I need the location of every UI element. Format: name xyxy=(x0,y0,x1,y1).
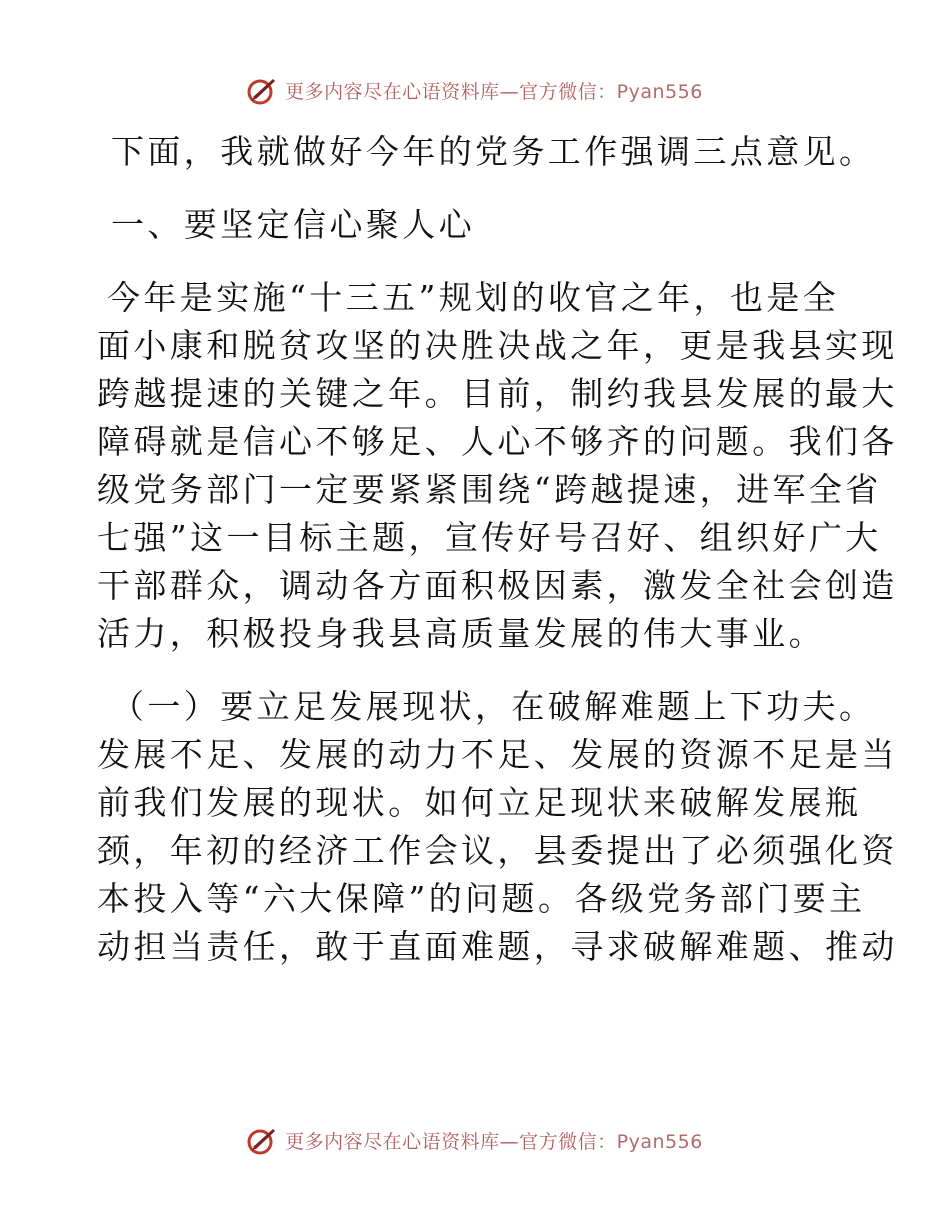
paragraph-line: 面小康和脱贫攻坚的决胜决战之年，更是我县实现 xyxy=(97,326,898,365)
paragraph-line: 跨越提速的关键之年。目前，制约我县发展的最大 xyxy=(97,374,898,413)
paragraph-line: 发展不足、发展的动力不足、发展的资源不足是当 xyxy=(97,735,898,774)
header-watermark xyxy=(0,70,950,110)
paragraph-line: 级党务部门一定要紧紧围绕“跨越提速，进军全省 xyxy=(97,470,882,509)
document-body xyxy=(97,128,898,971)
section-heading: 一、要坚定信心聚人心 xyxy=(111,205,475,244)
paragraph-line: 动担当责任，敢于直面难题，寻求破解难题、推动 xyxy=(97,927,898,966)
watermark-text: 更多内容尽在心语资料库—官方微信：Pyan556 xyxy=(285,80,703,103)
quill-logo-icon xyxy=(247,75,277,105)
paragraph-line: 颈，年初的经济工作会议，县委提出了必须强化资 xyxy=(97,831,898,870)
paragraph-line: 七强”这一目标主题，宣传好号召好、组织好广大 xyxy=(97,518,882,557)
paragraph-line: 本投入等“六大保障”的问题。各级党务部门要主 xyxy=(97,879,866,918)
paragraph-line: 障碍就是信心不够足、人心不够齐的问题。我们各 xyxy=(97,422,898,461)
paragraph-line: 活力，积极投身我县高质量发展的伟大事业。 xyxy=(97,614,825,653)
quill-logo-icon xyxy=(247,1125,277,1155)
watermark-handle: Pyan556 xyxy=(616,1130,703,1153)
watermark-text: 更多内容尽在心语资料库—官方微信：Pyan556 xyxy=(285,1130,703,1153)
footer-watermark xyxy=(0,1120,950,1160)
subsection-heading-line: （一）要立足发展现状，在破解难题上下功夫。 xyxy=(111,687,876,726)
paragraph-line: 前我们发展的现状。如何立足现状来破解发展瓶 xyxy=(97,783,862,822)
paragraph-line: 今年是实施“十三五”规划的收官之年，也是全 xyxy=(107,278,840,317)
paragraph-line: 干部群众，调动各方面积极因素，激发全社会创造 xyxy=(97,566,898,605)
paragraph-intro-line: 下面，我就做好今年的党务工作强调三点意见。 xyxy=(111,132,876,171)
watermark-handle: Pyan556 xyxy=(616,80,703,103)
